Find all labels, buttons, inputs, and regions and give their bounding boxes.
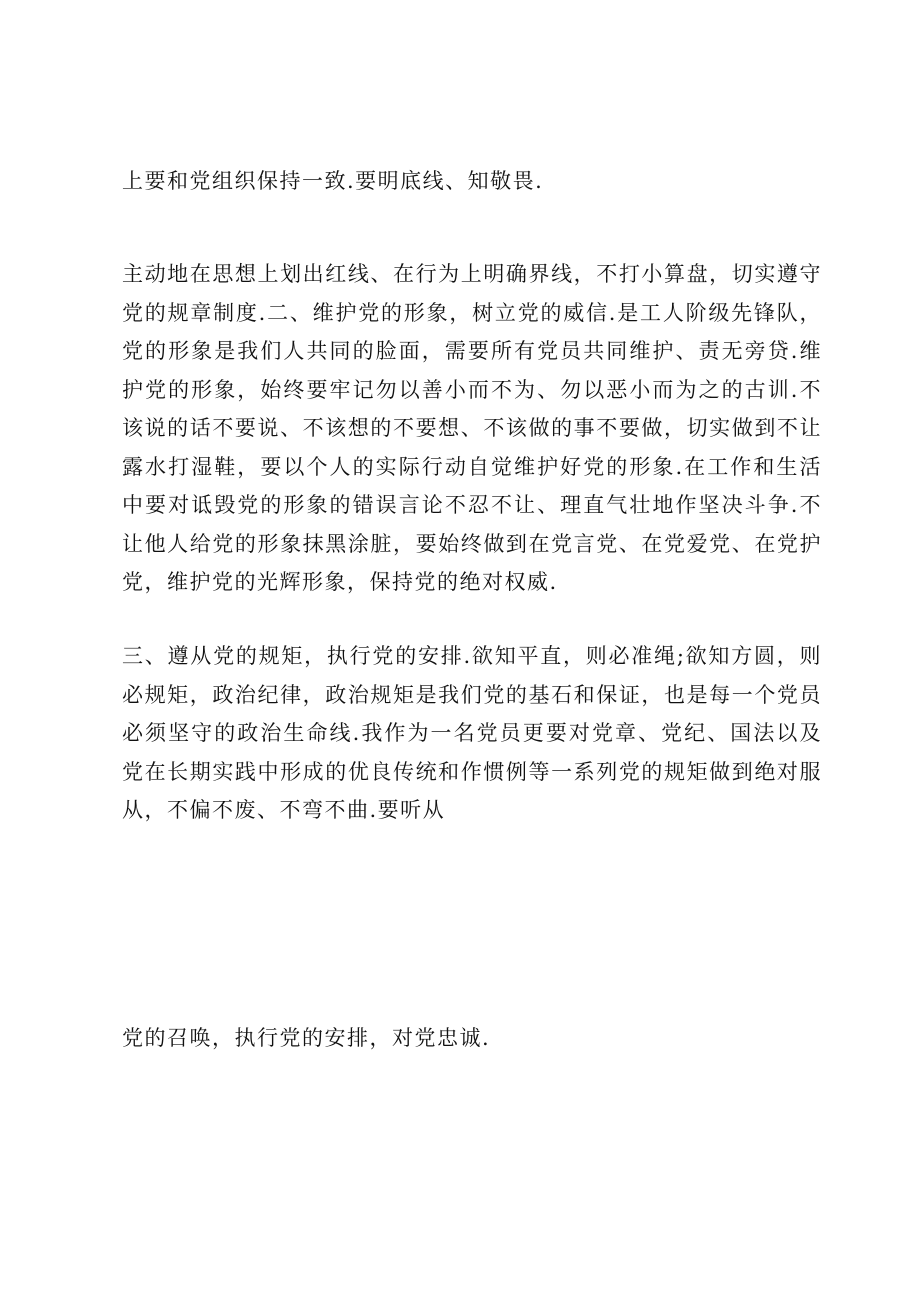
paragraph-2: 主动地在思想上划出红线、在行为上明确界线，不打小算盘，切实遵守党的规章制度.二、维护党的形象，树立党的威信.是工人阶级先锋队，党的形象是我们人共同的脸面，需要所有党员共同维护、责无旁贷.维护党的形象，始终要牢记勿以善小而不为、勿以恶小而为之的古训.不该说的话不要说、不该想的不要想、不该做的事不要做，切实做到不让露水打湿鞋，要以个人的实际行动自觉维护好党的形象.在工作和生活中要对诋毁党的形象的错误言论不忍不让、理直气壮地作坚决斗争.不让他人给党的形象抹黑涂脏，要始终做到在党言党、在党爱党、在党护党，维护党的光辉形象，保持党的绝对权威. [122, 262, 822, 594]
paragraph-1: 上要和党组织保持一致.要明底线、知敬畏. [122, 169, 544, 193]
paragraph-3: 三、遵从党的规矩，执行党的安排.欲知平直，则必准绳;欲知方圆，则必规矩，政治纪律，政治规矩是我们党的基石和保证，也是每一个党员必须坚守的政治生命线.我作为一名党员更要对党章、党纪、国法以及党在长期实践中形成的优良传统和作惯例等一系列党的规矩做到绝对服从，不偏不废、不弯不曲.要听从 [122, 644, 822, 822]
paragraph-4: 党的召唤，执行党的安排，对党忠诚. [122, 1026, 491, 1050]
